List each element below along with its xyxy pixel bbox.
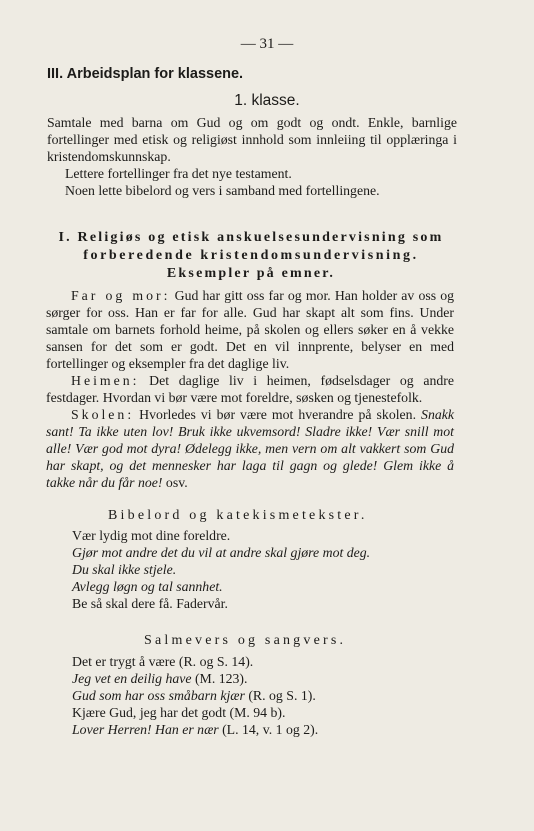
section-title: III. Arbeidsplan for klassene. [47,66,244,82]
hymn-ref: (R. og S. 1). [244,688,316,703]
list-item [72,670,454,687]
paragraph-skolen [46,406,454,491]
paragraph-label: Skolen: [71,407,135,422]
intro-paragraph: Samtale med barna om Gud og om godt og ondt. Enkle, barnlige fortellinger med etisk og religiøst innhold som innleiing til opplæringa i kristendomskunnskap. [47,115,457,164]
salmevers-title: Salmevers og sangvers. [144,633,347,648]
list-item [72,704,454,721]
salmevers-list [46,653,454,738]
intro-paragraph: Noen lette bibelord og vers i samband med fortellingene. [65,183,380,198]
paragraph-text: Hvorledes vi bør være mot hverandre på skolen. [134,407,417,422]
heading-line: Eksempler på emner. [166,266,336,281]
hymn-title: Gud som har oss småbarn kjær [72,688,245,703]
list-item: Vær lydig mot dine foreldre. [72,528,231,543]
hymn-ref: Det er trygt å være (R. og S. 14). [72,654,254,669]
hymn-ref: (M. 123). [191,671,248,686]
paragraph-far-og-mor [46,287,454,372]
list-item: Du skal ikke stjele. [72,562,177,577]
page-number: — 31 — [240,36,294,52]
paragraph-heimen [46,372,454,406]
paragraph-label: Heimen: [71,373,140,388]
list-item: Be så skal dere få. Fadervår. [72,596,228,611]
heading-line: forberedende kristendomsundervisning. [83,248,419,263]
hymn-ref: Kjære Gud, jeg har det godt (M. 94 b). [72,705,286,720]
bibelord-title: Bibelord og katekismetekster. [108,508,368,523]
subsection-heading [46,229,456,283]
hymn-title: Jeg vet en deilig have [72,671,192,686]
bibelord-list [46,527,454,612]
list-item: Avlegg løgn og tal sannhet. [72,579,223,594]
list-item [72,721,454,738]
paragraph-text: Det daglige liv i heimen, fødselsdager og andre festdager. Hvordan vi bør være mot foreldre, søsken og tjenestefolk. [46,373,454,405]
hymn-title: Lover Herren! Han er nær [72,722,219,737]
list-item: Gjør mot andre det du vil at andre skal gjøre mot deg. [72,545,371,560]
main-text [46,287,454,738]
heading-line: I. Religiøs og etisk anskuelsesundervisning som [58,230,444,245]
intro-text [47,114,457,199]
paragraph-text: Gud har gitt oss far og mor. Han holder av oss og sørger for oss. Han er far for alle. Gud har skapt alt som fins. Under samtale om barnets forhold heime, på skolen og ellers søker en å vekke sansen for det som er godt. Det en vil innprente, belyser en med fortellinger og eksempler fra det daglige liv. [46,288,454,371]
paragraph-italic-text: Snakk sant! Ta ikke uten lov! Bruk ikke ukvemsord! Sladre ikke! Vær snill mot alle! Vær god mot dyra! Ødelegg ikke, men vern om alt vakkert som Gud har skapt, og det mennesker har laga til gagn og glede! Glem ikke å takke når du får noe! [46,407,454,490]
list-item [72,687,454,704]
intro-paragraph: Lettere fortellinger fra det nye testament. [65,166,292,181]
class-title: 1. klasse. [234,92,300,109]
hymn-ref: (L. 14, v. 1 og 2). [218,722,319,737]
list-item [72,653,454,670]
paragraph-text: osv. [162,475,188,490]
paragraph-label: Far og mor: [71,288,171,303]
